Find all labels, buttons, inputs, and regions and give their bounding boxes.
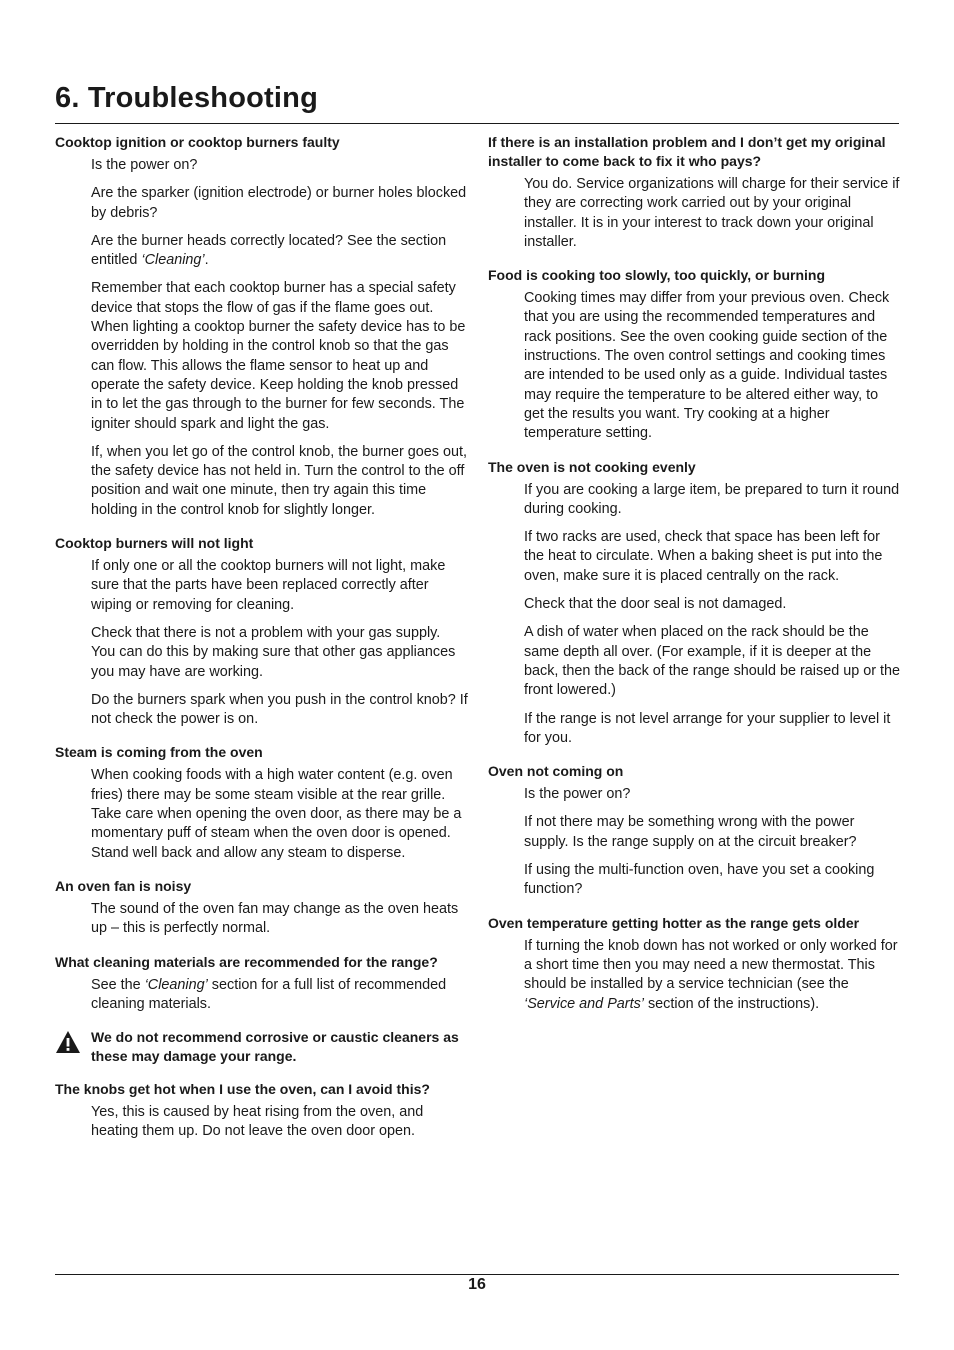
body-paragraph: If turning the knob down has not worked or only worked for a short time then you may need a new thermostat. This should be installed by a service technician (see the ‘Service and Parts’ section of the instructions). xyxy=(524,937,898,1012)
section-heading: Oven temperature getting hotter as the range gets older xyxy=(488,914,860,931)
body-paragraph: The sound of the oven fan may change as the oven heats up – this is perfectly normal. xyxy=(91,900,459,937)
body-paragraph: Check that there is not a problem with your gas supply. You can do this by making sure that other gas appliances you may have are working. xyxy=(91,624,456,680)
section-heading: Cooktop burners will not light xyxy=(55,535,254,552)
left-column xyxy=(55,133,468,1156)
section-heading: Cooktop ignition or cooktop burners faulty xyxy=(55,134,340,150)
section-heading: Oven not coming on xyxy=(488,763,624,780)
body-paragraph: Is the power on? xyxy=(524,786,631,803)
section-heading: An oven fan is noisy xyxy=(55,877,192,894)
footer-divider xyxy=(55,1274,899,1275)
section-oven-temperature-getting-hotter-as-the-r xyxy=(488,914,902,1014)
section-heading: Food is cooking too slowly, too quickly, or burning xyxy=(488,267,826,284)
section-what-cleaning-materials-are-recommended- xyxy=(55,953,468,1015)
section-an-oven-fan-is-noisy xyxy=(55,877,468,939)
section-if-there-is-an-installation-problem-and- xyxy=(488,133,902,252)
page-title: 6. Troubleshooting xyxy=(55,82,318,114)
body-paragraph: If two racks are used, check that space has been left for the heat to circulate. When a baking sheet is put into the oven, make sure it is placed centrally on the rack. xyxy=(524,529,883,584)
section-food-is-cooking-too-slowly-too-quickly-o xyxy=(488,266,902,443)
body-paragraph: If only one or all the cooktop burners will not light, make sure that the parts have been replaced correctly after wiping or removing for cleaning. xyxy=(91,558,446,613)
section-steam-is-coming-from-the-oven xyxy=(55,743,468,862)
title-divider xyxy=(55,123,899,124)
body-paragraph: If, when you let go of the control knob, the burner goes out, the safety device has not held in. Turn the control to the off position and wait one minute, then try again this time holding in the control knob for slightly longer. xyxy=(91,443,467,518)
body-paragraph: When cooking foods with a high water content (e.g. oven fries) there may be some steam visible at the rear grille. Take care when opening the oven door, as there may be a momentary puff of steam when the oven door is opened. Stand well back and allow any steam to disperse. xyxy=(91,767,462,861)
warning-text: We do not recommend corrosive or caustic cleaners as these may damage your range. xyxy=(91,1029,459,1065)
section-the-knobs-get-hot-when-i-use-the-oven-ca xyxy=(55,1080,468,1142)
body-paragraph: Cooking times may differ from your previous oven. Check that you are using the recommended temperatures and rack positions. See the oven cooking guide section of the instructions. The oven control settings and cooking times are intended to be used only as a guide. Individual tastes may require the temperature to be altered either way, to get the results you want. Try cooking at a higher temperature setting. xyxy=(524,290,890,442)
body-paragraph: If you are cooking a large item, be prepared to turn it round during cooking. xyxy=(524,481,900,517)
section-heading: The knobs get hot when I use the oven, can I avoid this? xyxy=(55,1081,430,1098)
body-paragraph: Are the sparker (ignition electrode) or burner holes blocked by debris? xyxy=(91,185,467,221)
body-paragraph: See the ‘Cleaning’ section for a full list of recommended cleaning materials. xyxy=(91,976,447,1012)
section-oven-not-coming-on xyxy=(488,762,902,899)
section-the-oven-is-not-cooking-evenly xyxy=(488,458,902,749)
body-paragraph: Do the burners spark when you push in the control knob? If not check the power is on. xyxy=(91,691,468,728)
right-column xyxy=(488,133,902,1028)
section-heading: Steam is coming from the oven xyxy=(55,744,263,761)
section-cooktop-burners-will-not-light xyxy=(55,534,468,729)
section-heading: The oven is not cooking evenly xyxy=(488,458,696,475)
body-paragraph: You do. Service organizations will charge for their service if they are correcting work carried out by your original installer. It is in your interest to track down your original installer. xyxy=(524,176,900,250)
warning-icon xyxy=(55,1030,81,1054)
section-heading: If there is an installation problem and I don’t get my original installer to come back to fix it who pays? xyxy=(488,134,886,169)
section-heading: What cleaning materials are recommended for the range? xyxy=(55,953,438,970)
body-paragraph: Yes, this is caused by heat rising from the oven, and heating them up. Do not leave the oven door open. xyxy=(91,1104,424,1140)
section-cooktop-ignition-or-cooktop-burners-faul xyxy=(55,133,468,520)
body-paragraph: If not there may be something wrong with the power supply. Is the range supply on at the circuit breaker? xyxy=(524,814,857,850)
warning-callout xyxy=(55,1028,468,1066)
page-number: 16 xyxy=(468,1276,486,1293)
body-paragraph: Is the power on? xyxy=(91,157,198,173)
body-paragraph: If the range is not level arrange for your supplier to level it for you. xyxy=(524,710,891,746)
body-paragraph: Are the burner heads correctly located? See the section entitled ‘Cleaning’. xyxy=(91,232,447,269)
body-paragraph: Remember that each cooktop burner has a special safety device that stops the flow of gas if the flame goes out. When lighting a cooktop burner the safety device has to be overridden by holding in the control knob so that the gas can flow. This allows the flame sensor to heat up and operate the safety device. Keep holding the knob pressed in to let the gas through to the burner for few seconds. The igniter should spark and light the gas. xyxy=(91,280,466,432)
body-paragraph: A dish of water when placed on the rack should be the same depth all over. (For example, if it is deeper at the back, then the back of the range should be raised up or the front lowered.) xyxy=(524,624,901,699)
warning-section xyxy=(55,1028,468,1066)
body-paragraph: If using the multi-function oven, have you set a cooking function? xyxy=(524,862,875,898)
body-paragraph: Check that the door seal is not damaged. xyxy=(524,596,787,613)
